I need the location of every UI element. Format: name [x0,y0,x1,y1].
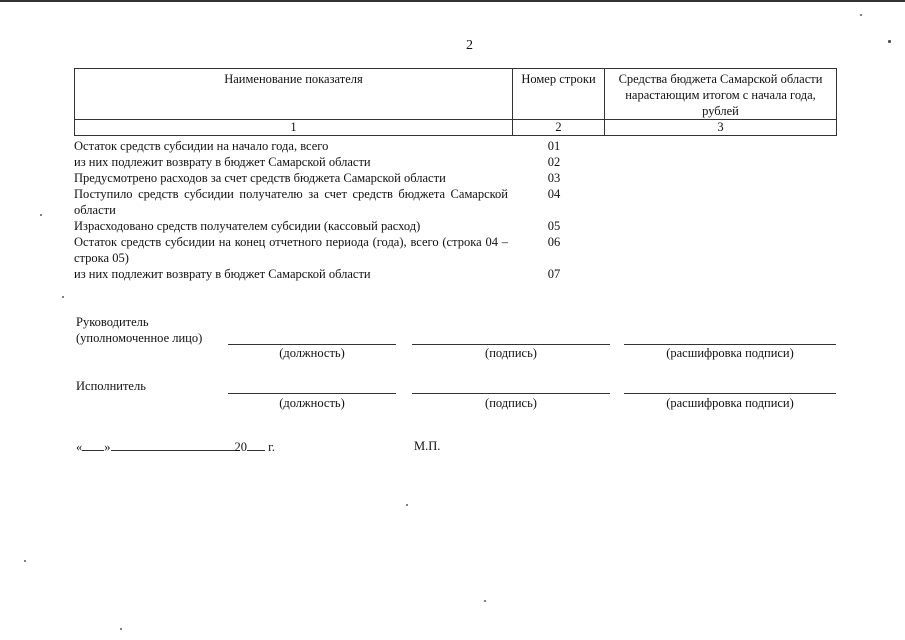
indicator-name: Остаток средств субсидии на начало года, всего [74,139,329,153]
scan-speck [120,628,122,630]
line-code: 02 [547,155,561,169]
date-year-suffix: г. [268,440,275,454]
column-number: 3 [605,120,837,136]
header-line-number: Номер строки [513,69,605,120]
scan-top-edge [0,0,905,2]
line-code: 01 [547,139,561,153]
head-label: Руководитель [76,315,149,329]
table-row [74,266,836,282]
date-close-quote: » [104,440,111,454]
decoding-caption: (расшифровка подписи) [666,346,794,360]
head-label-note: (уполномоченное лицо) [76,331,203,345]
table-row [74,234,836,266]
scan-speck [860,14,862,16]
date-open-quote: « [76,440,83,454]
table-row [74,170,836,186]
executor-label: Исполнитель [76,379,146,393]
date-year-prefix: 20 [234,440,247,454]
stamp-place: М.П. [414,439,441,453]
header-budget-funds: Средства бюджета Самарской области нарастающим итогом с начала года, рублей [605,69,837,120]
date-day-blank[interactable] [82,438,104,451]
indicator-name: Израсходовано средств получателем субсидии (кассовый расход) [74,219,421,233]
position-caption: (должность) [279,346,345,360]
indicator-name: Поступило средств субсидии получателю за счет средств бюджета Самарской области [74,187,508,217]
column-number: 2 [513,120,605,136]
date-month-blank[interactable] [111,438,235,451]
report-table [74,68,837,136]
table-row [74,138,836,154]
executor-signature-line[interactable] [412,392,610,394]
page-number: 2 [466,38,473,53]
header-indicator-name: Наименование показателя [75,69,513,120]
date-year-blank[interactable] [247,438,265,451]
executor-position-line[interactable] [228,392,396,394]
scan-speck [24,560,26,562]
line-code: 05 [547,219,561,233]
table-row [74,186,836,218]
column-number: 1 [75,120,513,136]
scan-speck [406,504,408,506]
indicator-name: из них подлежит возврату в бюджет Самарской области [74,155,371,169]
table-row [74,154,836,170]
indicator-name: Предусмотрено расходов за счет средств бюджета Самарской области [74,171,446,185]
scan-speck [40,214,42,216]
indicator-name: из них подлежит возврату в бюджет Самарской области [74,267,371,281]
scan-speck [62,296,64,298]
table-row [74,218,836,234]
line-code: 03 [547,171,561,185]
signature-caption: (подпись) [485,346,537,360]
signature-caption: (подпись) [485,396,537,410]
scan-speck [484,600,486,602]
executor-name-line[interactable] [624,392,836,394]
line-code: 04 [547,187,561,201]
column-number-row [75,120,837,136]
line-code: 06 [547,235,561,249]
indicator-name: Остаток средств субсидии на конец отчетного периода (года), всего (строка 04 – строка 05) [74,235,508,265]
date-line [76,438,275,455]
table-header-row [75,69,837,120]
scan-speck [888,40,891,43]
indicator-rows [74,138,836,282]
head-signature-block [76,314,836,364]
line-code: 07 [547,267,561,281]
position-caption: (должность) [279,396,345,410]
executor-signature-block [76,378,836,418]
decoding-caption: (расшифровка подписи) [666,396,794,410]
